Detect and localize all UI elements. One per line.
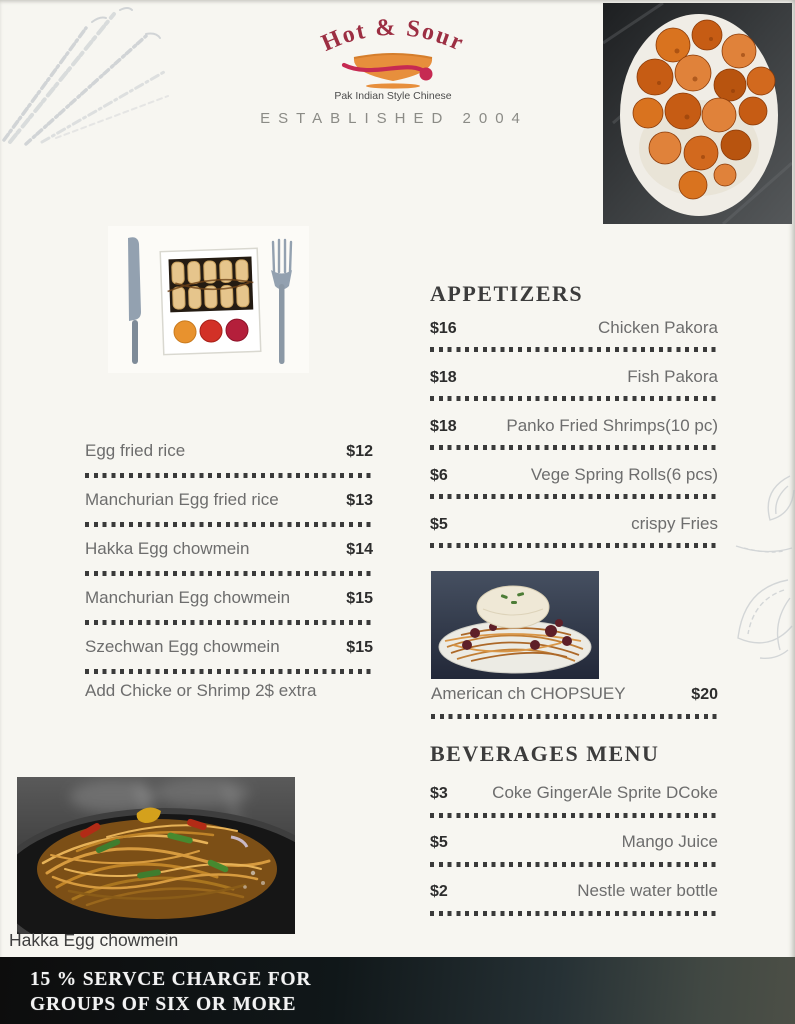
item-price: $16 (430, 320, 457, 337)
menu-item-row (430, 416, 718, 440)
chopsuey-photo (431, 571, 599, 679)
item-price: $12 (346, 443, 373, 460)
item-price: $14 (346, 541, 373, 558)
fried-chicken-pakora-photo (603, 3, 792, 224)
dotted-divider (430, 445, 718, 450)
dotted-divider (430, 347, 718, 352)
item-price: $15 (346, 590, 373, 607)
service-charge-line-2: GROUPS OF SIX OR MORE (30, 994, 297, 1015)
hakka-chowmein-photo (17, 777, 295, 934)
dotted-divider (430, 813, 718, 818)
item-name: Hakka Egg chowmein (85, 539, 250, 558)
item-name: crispy Fries (631, 514, 718, 533)
svg-text:Hot & Sour (318, 15, 469, 57)
dotted-divider (85, 473, 373, 478)
item-price: $18 (430, 418, 457, 435)
menu-item-row (430, 465, 718, 489)
menu-item-row (430, 783, 718, 807)
add-on-note: Add Chicke or Shrimp 2$ extra (85, 681, 317, 700)
menu-item-row (85, 441, 373, 465)
menu-item-row (85, 637, 373, 661)
item-price: $5 (430, 516, 448, 533)
dotted-divider (430, 543, 718, 548)
menu-item-row (430, 514, 718, 538)
menu-item-row (430, 318, 718, 342)
menu-item-row (85, 539, 373, 563)
menu-item-row (85, 588, 373, 612)
dotted-divider (85, 522, 373, 527)
item-name: Fish Pakora (627, 367, 718, 386)
menu-item-row (430, 881, 718, 905)
item-price: $3 (430, 785, 448, 802)
dotted-divider (431, 714, 718, 719)
dotted-divider (430, 911, 718, 916)
item-name: Chicken Pakora (597, 318, 718, 337)
dotted-divider (430, 396, 718, 401)
menu-item-row (85, 490, 373, 514)
spring-rolls-photo (108, 226, 309, 373)
item-price: $18 (430, 369, 457, 386)
soup-bowl-icon (344, 54, 433, 89)
item-price: $6 (430, 467, 448, 484)
brand-name: Hot & Sour (317, 14, 469, 57)
menu-item-row (430, 832, 718, 856)
dotted-divider (85, 620, 373, 625)
item-name: Manchurian Egg fried rice (85, 490, 279, 509)
item-name: Szechwan Egg chowmein (85, 637, 280, 656)
item-name: Vege Spring Rolls(6 pcs) (530, 465, 718, 484)
featured-item-row (431, 684, 718, 708)
branch-sketch-watermark (0, 0, 174, 146)
logo-tagline: Pak Indian Style Chinese (334, 90, 452, 102)
beverages-heading: BEVERAGES MENU (430, 741, 660, 766)
item-name: Panko Fried Shrimps(10 pc) (506, 416, 718, 435)
appetizers-heading: APPETIZERS (430, 281, 584, 306)
established-line: ESTABLISHED 2004 (260, 110, 528, 127)
item-name: Mango Juice (621, 832, 718, 851)
hakka-photo-caption: Hakka Egg chowmein (9, 930, 179, 950)
dotted-divider (85, 669, 373, 674)
dotted-divider (430, 494, 718, 499)
item-price: $20 (691, 686, 718, 703)
service-charge-line-1: 15 % SERVCE CHARGE FOR (30, 969, 312, 990)
dotted-divider (430, 862, 718, 867)
item-name: American ch CHOPSUEY (431, 684, 626, 703)
menu-item-row (430, 367, 718, 391)
item-price: $15 (346, 639, 373, 656)
item-name: Nestle water bottle (577, 881, 718, 900)
item-name: Coke GingerAle Sprite DCoke (492, 783, 718, 802)
item-name: Manchurian Egg chowmein (85, 588, 291, 607)
item-name: Egg fried rice (85, 441, 186, 460)
item-price: $2 (430, 883, 448, 900)
leaf-sketch-watermark (730, 468, 795, 683)
hot-and-sour-logo (288, 6, 498, 94)
service-charge-banner (0, 957, 795, 1024)
item-price: $13 (346, 492, 373, 509)
item-price: $5 (430, 834, 448, 851)
dotted-divider (85, 571, 373, 576)
